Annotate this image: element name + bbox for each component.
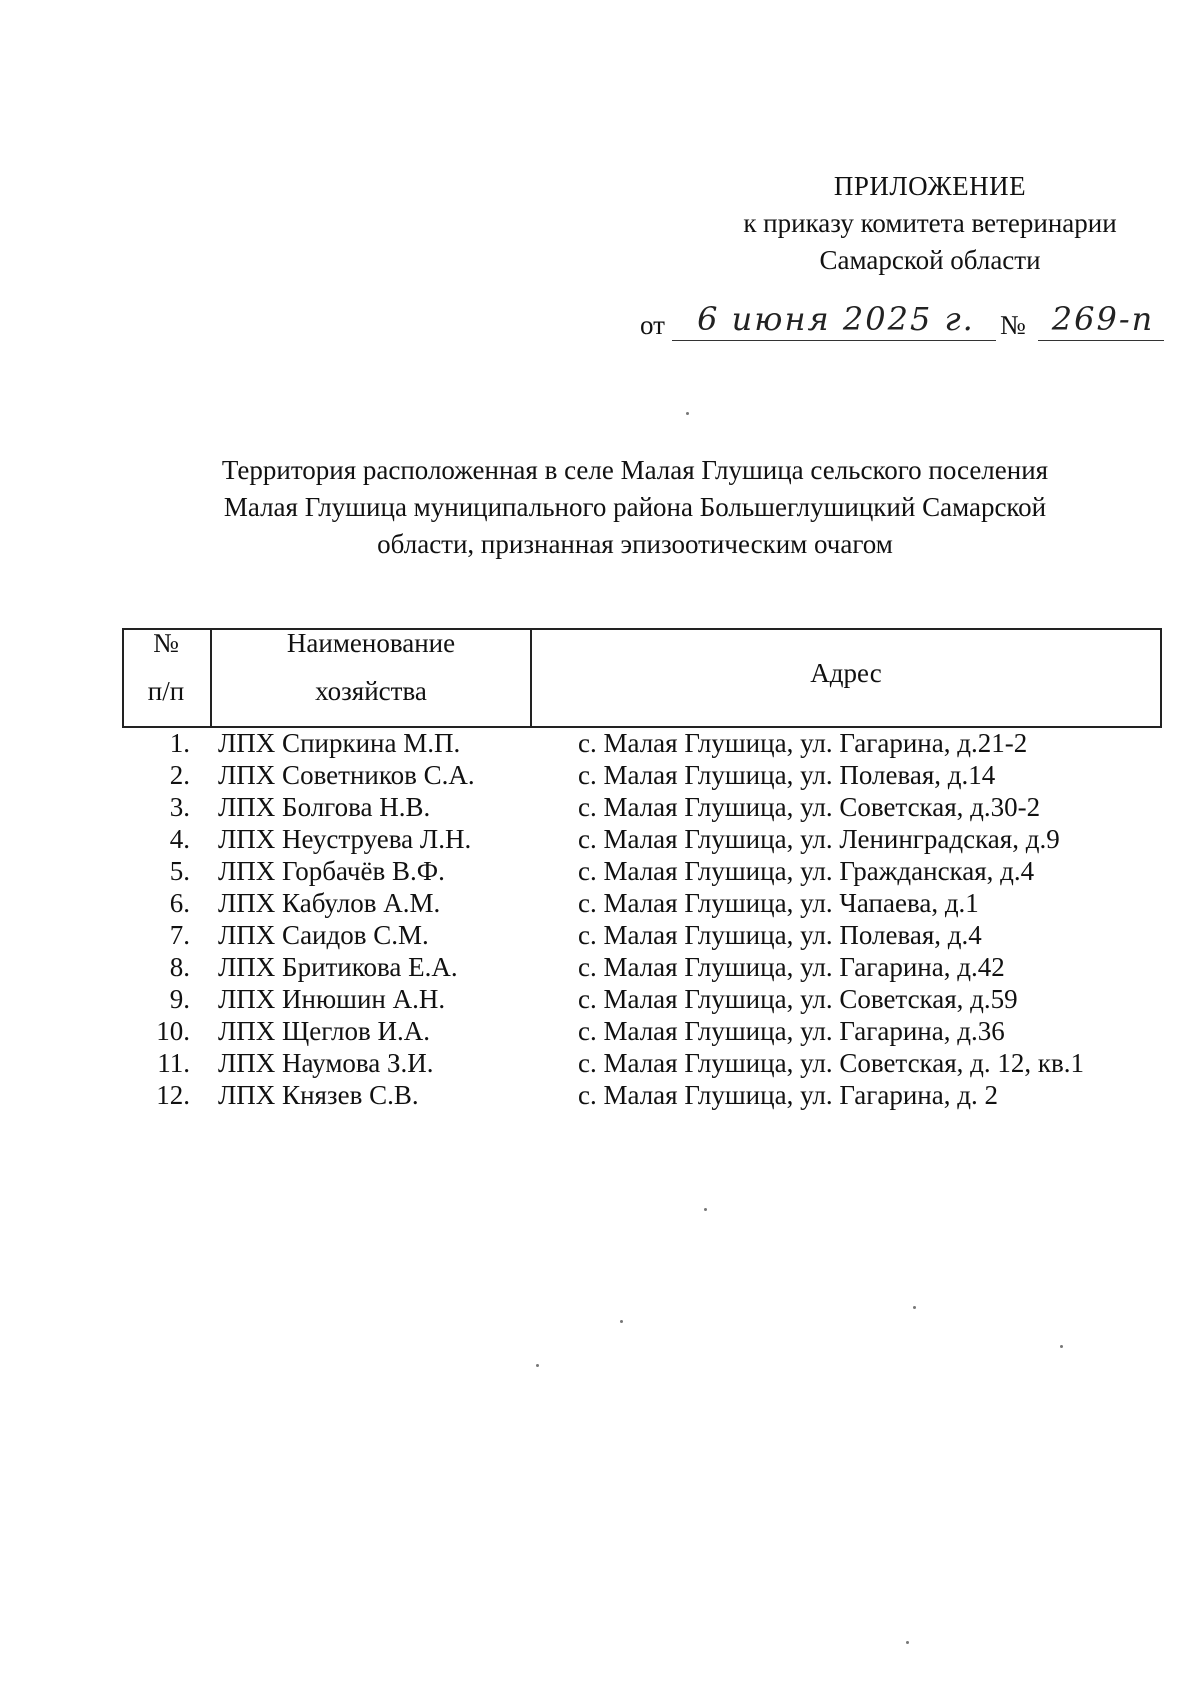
row-address: с. Малая Глушица, ул. Советская, д.30-2: [578, 792, 1041, 822]
row-address: с. Малая Глушица, ул. Гагарина, д.21-2: [578, 728, 1028, 758]
row-name: ЛПХ Наумова З.И.: [218, 1048, 434, 1078]
header-name-line-2: хозяйства: [315, 676, 427, 706]
row-name: ЛПХ Кабулов А.М.: [218, 888, 441, 918]
row-number: 3.: [169, 792, 190, 822]
appendix-line-2: Самарской области: [819, 245, 1041, 275]
appendix-line-1: к приказу комитета ветеринарии: [743, 208, 1117, 238]
heading-line-2: Малая Глушица муниципального района Большеглушицкий Самарской: [223, 492, 1047, 522]
order-from-label: от: [640, 310, 665, 340]
order-number-handwritten: 269-п: [1038, 302, 1164, 341]
row-number: 9.: [169, 984, 190, 1014]
row-name: ЛПХ Советников С.А.: [218, 760, 475, 790]
table-row: [0, 952, 1200, 984]
row-number: 2.: [169, 760, 190, 790]
row-name: ЛПХ Инюшин А.Н.: [218, 984, 446, 1014]
row-number: 11.: [157, 1048, 190, 1078]
row-address: с. Малая Глушица, ул. Советская, д.59: [578, 984, 1018, 1014]
row-address: с. Малая Глушица, ул. Полевая, д.4: [578, 920, 982, 950]
table-row: [0, 888, 1200, 920]
row-name: ЛПХ Щеглов И.А.: [218, 1016, 430, 1046]
row-name: ЛПХ Саидов С.М.: [218, 920, 429, 950]
row-number: 4.: [169, 824, 190, 854]
row-number: 8.: [169, 952, 190, 982]
table-row: [0, 1048, 1200, 1080]
table-right-border: [1160, 628, 1162, 728]
table-row: [0, 920, 1200, 952]
table-row: [0, 760, 1200, 792]
document-heading: [170, 452, 1100, 563]
row-number: 6.: [169, 888, 190, 918]
scan-speck: [686, 412, 689, 415]
appendix-title: ПРИЛОЖЕНИЕ: [833, 171, 1027, 201]
table-row: [0, 728, 1200, 760]
row-number: 1.: [169, 728, 190, 758]
heading-line-3: области, признанная эпизоотическим очагом: [377, 529, 893, 559]
row-address: с. Малая Глушица, ул. Гражданская, д.4: [578, 856, 1035, 886]
table-row: [0, 792, 1200, 824]
row-number: 5.: [169, 856, 190, 886]
row-number: 10.: [156, 1016, 190, 1046]
header-address: Адрес: [810, 658, 882, 688]
scan-speck: [913, 1306, 916, 1309]
table-row: [0, 1080, 1200, 1112]
table-row: [0, 856, 1200, 888]
table-row: [0, 824, 1200, 856]
row-name: ЛПХ Князев С.В.: [218, 1080, 419, 1110]
order-number-label: №: [1000, 310, 1026, 340]
scan-speck: [1060, 1345, 1063, 1348]
row-address: с. Малая Глушица, ул. Гагарина, д.42: [578, 952, 1005, 982]
row-address: с. Малая Глушица, ул. Советская, д. 12, кв.1: [578, 1048, 1085, 1078]
row-address: с. Малая Глушица, ул. Полевая, д.14: [578, 760, 996, 790]
row-address: с. Малая Глушица, ул. Гагарина, д. 2: [578, 1080, 998, 1110]
scan-speck: [906, 1641, 909, 1644]
table-row: [0, 1016, 1200, 1048]
scan-speck: [704, 1208, 707, 1211]
row-name: ЛПХ Горбачёв В.Ф.: [218, 856, 445, 886]
header-num-line-1: №: [153, 628, 179, 658]
row-name: ЛПХ Бритикова Е.А.: [218, 952, 458, 982]
row-address: с. Малая Глушица, ул. Ленинградская, д.9: [578, 824, 1060, 854]
header-name-line-1: Наименование: [286, 628, 456, 658]
row-number: 12.: [156, 1080, 190, 1110]
scan-speck: [536, 1364, 539, 1367]
table-row: [0, 984, 1200, 1016]
row-name: ЛПХ Спиркина М.П.: [218, 728, 461, 758]
scan-speck: [620, 1320, 623, 1323]
row-address: с. Малая Глушица, ул. Гагарина, д.36: [578, 1016, 1005, 1046]
header-num-line-2: п/п: [147, 676, 185, 706]
heading-line-1: Территория расположенная в селе Малая Глушица сельского поселения: [221, 455, 1049, 485]
appendix-block: [720, 168, 1140, 279]
order-date-handwritten: 6 июня 2025 г.: [672, 302, 996, 341]
table-header: [122, 628, 1162, 728]
row-address: с. Малая Глушица, ул. Чапаева, д.1: [578, 888, 979, 918]
row-name: ЛПХ Болгова Н.В.: [218, 792, 431, 822]
row-name: ЛПХ Неуструева Л.Н.: [218, 824, 472, 854]
row-number: 7.: [169, 920, 190, 950]
